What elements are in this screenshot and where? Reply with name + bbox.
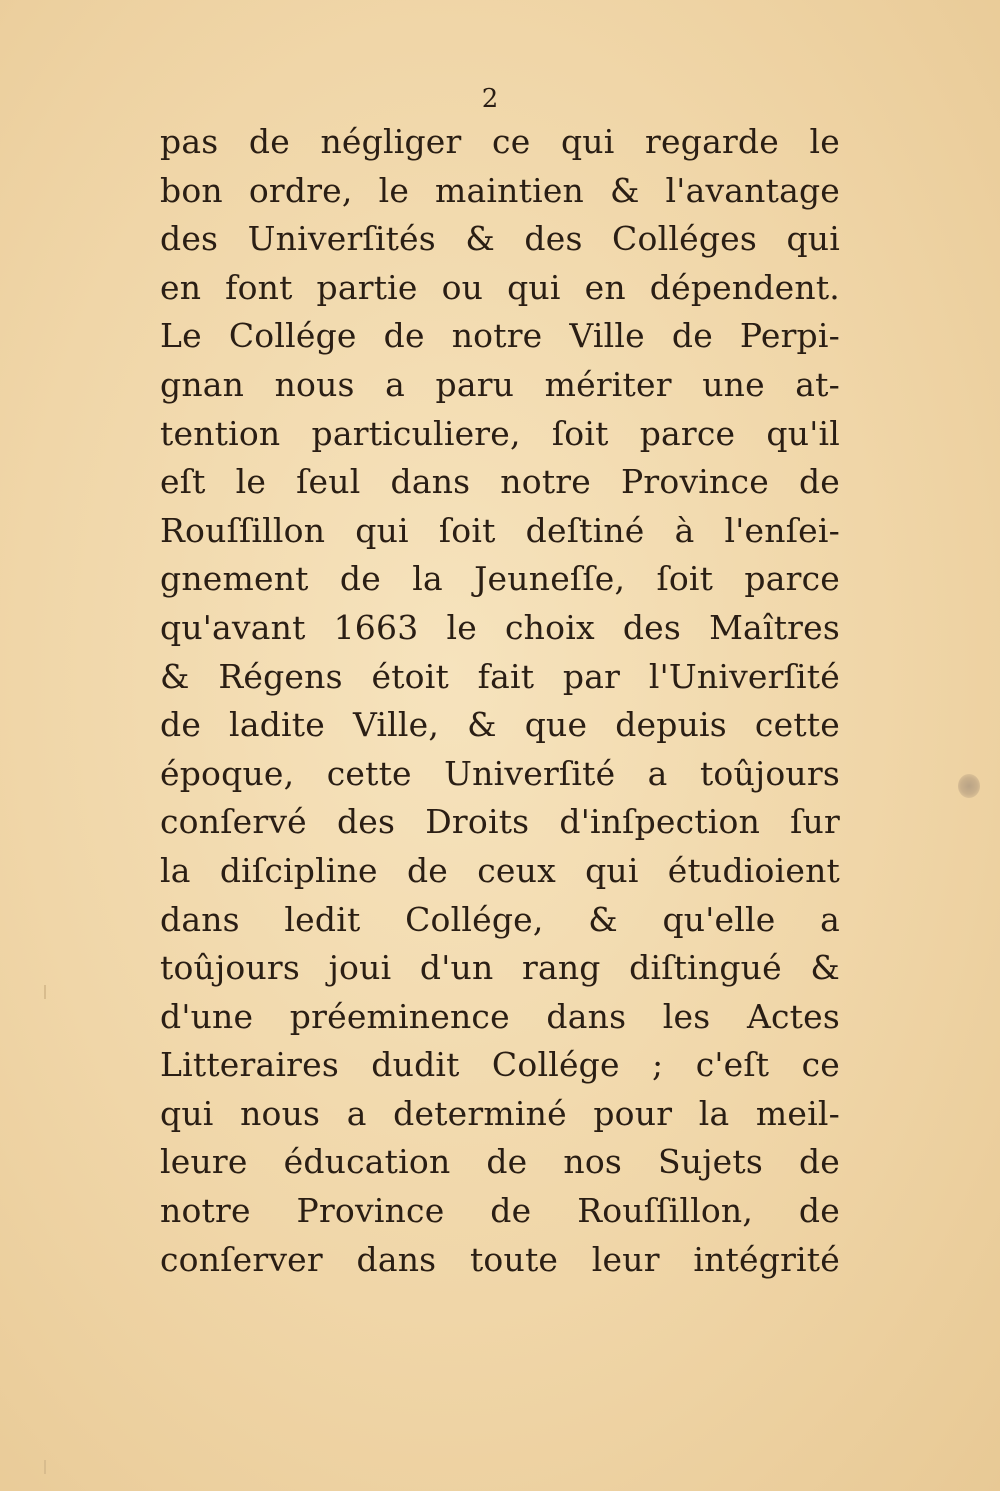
body-text bbox=[160, 118, 840, 1284]
text-line: en font partie ou qui en dépendent. bbox=[160, 267, 840, 307]
text-line: pas de négliger ce qui regarde le bbox=[160, 122, 840, 161]
text-line: d'une préeminence dans les Actes bbox=[160, 996, 840, 1036]
text-line: conſerver dans toute leur intégrité bbox=[160, 1239, 840, 1279]
paper-mark bbox=[44, 985, 46, 999]
paper-stain bbox=[958, 774, 980, 798]
text-line: Rouſſillon qui ſoit deſtiné à l'enſei- bbox=[160, 510, 840, 550]
text-line: bon ordre, le maintien & l'avantage bbox=[160, 170, 840, 210]
page-number: 2 bbox=[481, 84, 499, 114]
text-line: eſt le ſeul dans notre Province de bbox=[160, 462, 840, 502]
text-line: dans ledit Collége, & qu'elle a bbox=[160, 899, 840, 939]
text-line: époque, cette Univerſité a toûjours bbox=[160, 753, 840, 793]
paper-mark bbox=[44, 1460, 46, 1474]
text-line: la diſcipline de ceux qui étudioient bbox=[160, 850, 840, 890]
text-line: des Univerſités & des Colléges qui bbox=[160, 219, 840, 259]
text-line: Le Collége de notre Ville de Perpi- bbox=[160, 316, 840, 356]
text-line: gnement de la Jeuneſſe, ſoit parce bbox=[160, 559, 840, 599]
text-line: toûjours joui d'un rang diſtingué & bbox=[160, 948, 840, 988]
text-line: de ladite Ville, & que depuis cette bbox=[160, 705, 840, 745]
text-line: tention particuliere, ſoit parce qu'il bbox=[160, 413, 840, 453]
text-line: qu'avant 1663 le choix des Maîtres bbox=[160, 607, 840, 647]
text-line: conſervé des Droits d'inſpection ſur bbox=[160, 802, 840, 842]
text-line: gnan nous a paru mériter une at- bbox=[160, 364, 840, 404]
text-line: notre Province de Rouſſillon, de bbox=[160, 1191, 840, 1231]
text-line: leure éducation de nos Sujets de bbox=[160, 1142, 840, 1182]
text-line: Litteraires dudit Collége ; c'eſt ce bbox=[160, 1045, 840, 1085]
text-line: qui nous a determiné pour la meil- bbox=[160, 1093, 840, 1133]
text-line: & Régens étoit fait par l'Univerſité bbox=[160, 656, 840, 696]
